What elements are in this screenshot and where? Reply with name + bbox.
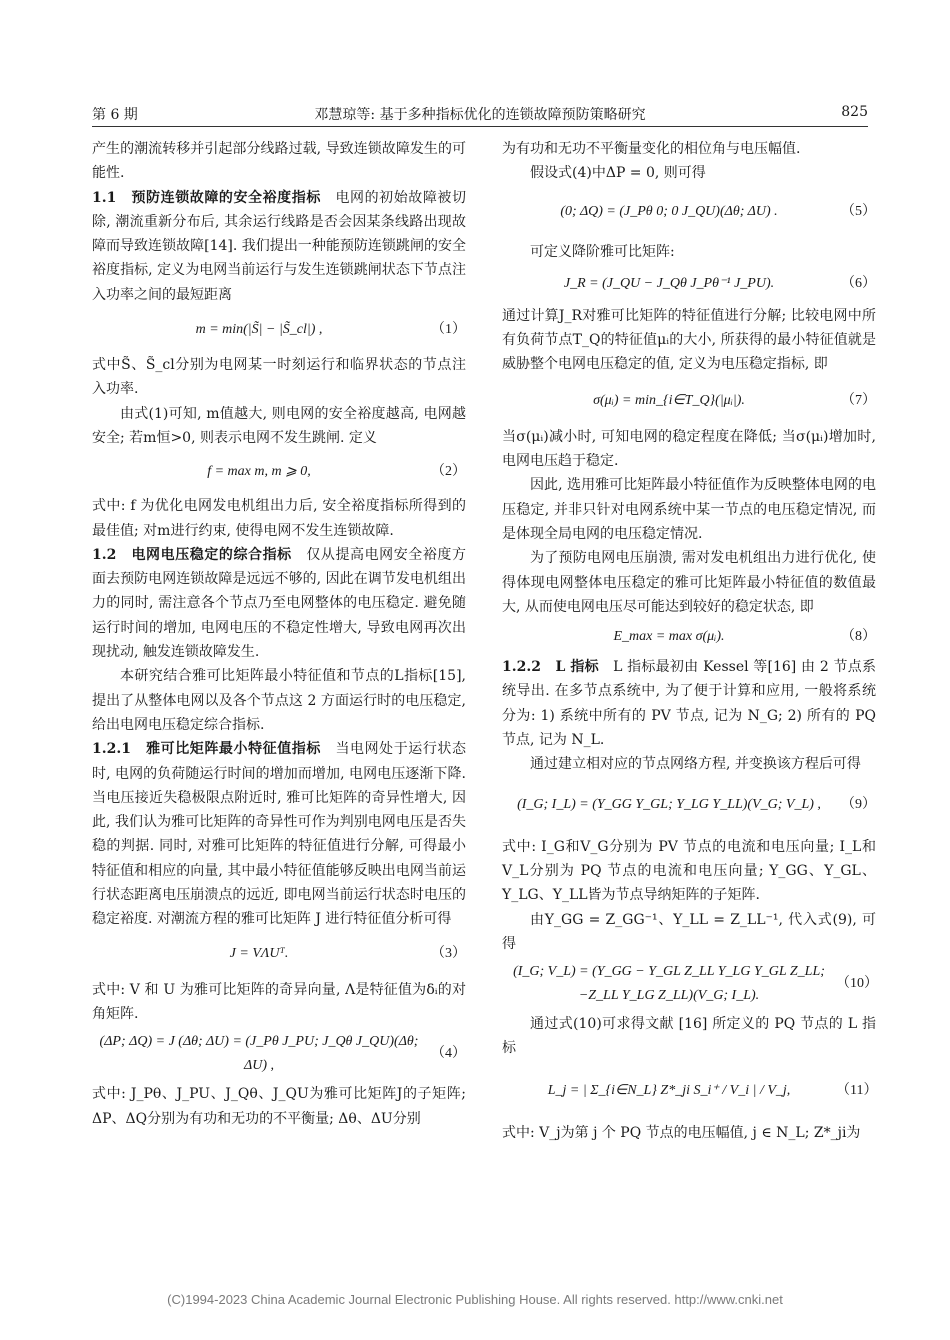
- equation-7: [502, 377, 876, 425]
- paragraph-eq9-def: 式中: I_G和V_G分别为 PV 节点的电流和电压向量; I_L和V_L分别为 PQ 节点的电流和电压向量; Y_GG、Y_GL、Y_LG、Y_LL皆为节点导纳矩阵的子矩阵.: [502, 838, 876, 904]
- equation-2-formula: f = max m, m ⩾ 0,: [207, 464, 311, 480]
- equation-10-formula: (I_G; V_L) = (Y_GG − Y_GL Z_LL Y_LG Y_GL Z_LL; −Z_LL Y_LG Z_LL)(V_G; I_L).: [513, 963, 825, 1004]
- running-header: [92, 104, 868, 126]
- paragraph-sigma: 当σ(μᵢ)减小时, 可知电网的稳定程度在降低; 当σ(μᵢ)增加时, 电网电压趋于稳定.: [502, 428, 876, 470]
- equation-3-formula: J = VΛUᵀ.: [229, 946, 289, 962]
- paragraph-intro: 产生的潮流转移并引起部分线路过载, 导致连锁故障发生的可能性.: [92, 141, 466, 182]
- paragraph-f-def: 式中: f 为优化电网发电机组出力后, 安全裕度指标所得到的最佳值; 对m进行约束, 使得电网不发生连锁故障.: [92, 498, 466, 539]
- equation-4-formula: (ΔP; ΔQ) = J (Δθ; ΔU) = (J_Pθ J_PU; J_Qθ J_QU)(Δθ; ΔU) ,: [99, 1033, 419, 1074]
- equation-4: [92, 1026, 466, 1082]
- page-number: 825: [841, 104, 868, 120]
- equation-1: [92, 307, 466, 353]
- header-rule: [92, 126, 868, 127]
- equation-11: [502, 1061, 876, 1121]
- section-1-2-title: 1.2 电网电压稳定的综合指标: [92, 546, 292, 563]
- left-column: [92, 137, 466, 1131]
- equation-2: [92, 450, 466, 494]
- equation-10: [502, 956, 876, 1012]
- paragraph-network: 通过建立相对应的节点网络方程, 并变换该方程后可得: [530, 756, 861, 773]
- equation-5-number: （5）: [841, 204, 876, 220]
- equation-6-number: （6）: [841, 275, 876, 291]
- paragraph-prevent: 为了预防电网电压崩溃, 需对发电机组出力进行优化, 使得体现电网整体电压稳定的雅可比矩阵最小特征值的数值最大, 从而使电网电压尽可能达到较好的稳定状态, 即: [502, 550, 876, 615]
- equation-5: [502, 186, 876, 240]
- section-1-1: [92, 186, 466, 307]
- equation-9-formula: (I_G; I_L) = (Y_GG Y_GL; Y_LG Y_LL)(V_G; V_L) ,: [517, 797, 821, 813]
- paragraph-define: 可定义降阶雅可比矩阵:: [530, 243, 675, 260]
- section-1-1-body: 电网的初始故障被切除, 潮流重新分布后, 其余运行线路是否会因某条线路出现故障而导致连锁故障[14]. 我们提出一种能预防连锁跳闸的安全裕度指标, 定义为电网当前运行与发生连锁跳闸状态下节点注入功率之间的最短距离: [92, 189, 467, 303]
- section-1-2-body: 仅从提高电网安全裕度方面去预防电网连锁故障是远远不够的, 因此在调节发电机组出力的同时, 需注意各个节点乃至电网整体的电压稳定. 避免随运行时间的增加, 电网电压的不稳定性增大, 导致电网再次出现扰动, 触发连锁故障发生.: [92, 546, 467, 661]
- equation-8: [502, 619, 876, 655]
- paragraph-continued: 为有功和无功不平衡量变化的相位角与电压幅值.: [502, 141, 801, 157]
- equation-11-formula: L_j = | Σ_{i∈N_L} Z*_ji S_i⁺ / V_i | / V_j,: [547, 1082, 791, 1098]
- issue-number: 第 6 期: [92, 107, 138, 123]
- paragraph-eq10: 通过式(10)可求得文献 [16] 所定义的 PQ 节点的 L 指标: [502, 1016, 876, 1057]
- equation-3-number: （3）: [431, 946, 466, 962]
- section-1-2-1-title: 1.2.1 雅可比矩阵最小特征值指标: [92, 741, 321, 758]
- paragraph-assume: 假设式(4)中ΔP = 0, 则可得: [530, 165, 706, 182]
- equation-1-formula: m = min(|S̃| − |S̃_cl|) ,: [195, 321, 323, 337]
- paragraph-eq4-def: 式中: J_Pθ、J_PU、J_Qθ、J_QU为雅可比矩阵J的子矩阵; ΔP、ΔQ分别为有功和无功的不平衡量; Δθ、ΔU分别: [92, 1086, 466, 1127]
- equation-8-number: （8）: [841, 629, 876, 644]
- equation-7-number: （7）: [841, 392, 876, 408]
- section-1-2-1: [92, 737, 466, 931]
- section-1-2-1-body: 当电网处于运行状态时, 电网的负荷随运行时间的增加而增加, 电网电压逐渐下降. 当电压接近失稳极限点附近时, 雅可比矩阵的奇异性增大, 因此, 我们认为雅可比矩阵的奇异性可作为判别电网电压是否失稳的判据. 同时, 对雅可比矩阵的特征值进行分解, 可得最小特征值和相应的向量, 其中最小特征值能够反映出电网当前运行状态距离电压崩溃点的远近, 即电网当前运行状态时电压的稳定裕度. 对潮流方程的雅可比矩阵 J 进行特征值分析可得: [92, 741, 466, 928]
- equation-1-number: （1）: [431, 321, 466, 337]
- equation-7-formula: σ(μᵢ) = min_{i∈T_Q}(|μᵢ|).: [593, 392, 745, 408]
- equation-9-number: （9）: [841, 797, 876, 813]
- section-1-2-2-title: 1.2.2 L 指标: [502, 659, 599, 676]
- paragraph-calc: 通过计算J_R对雅可比矩阵的特征值进行分解; 比较电网中所有负荷节点T_Q的特征值μᵢ的大小, 所获得的最小特征值就是威胁整个电网电压稳定的值, 定义为电压稳定指标, 即: [502, 307, 876, 373]
- equation-6: [502, 264, 876, 304]
- paragraph-eq1-def: 式中S̃、S̃_cl分别为电网某一时刻运行和临界状态的节点注入功率.: [92, 357, 466, 398]
- paragraph-study: 本研究结合雅可比矩阵最小特征值和节点的L指标[15], 提出了从整体电网以及各个节点这 2 方面运行时的电压稳定, 给出电网电压稳定综合指标.: [92, 668, 466, 733]
- right-column: [502, 137, 876, 1145]
- section-1-2-2-body: L 指标最初由 Kessel 等[16] 由 2 节点系统导出. 在多节点系统中, 为了便于计算和应用, 一般将系统分为: 1) 系统中所有的 PV 节点, 记为 N_G; 2) 所有的 PQ 节点, 记为 N_L.: [502, 659, 876, 749]
- running-title: 邓慧琼等: 基于多种指标优化的连锁故障预防策略研究: [314, 107, 646, 123]
- copyright-footer: (C)1994-2023 China Academic Journal Electronic Publishing House. All rights reserved. http://www.cnki.net: [167, 1292, 783, 1307]
- section-1-1-title: 1.1 预防连锁故障的安全裕度指标: [92, 189, 321, 206]
- paragraph-select: 因此, 选用雅可比矩阵最小特征值作为反映整体电网的电压稳定, 并非只针对电网系统中某一节点的电压稳定情况, 而是体现全局电网的电压稳定情况.: [502, 477, 876, 542]
- equation-10-number: （10）: [836, 975, 878, 991]
- paragraph-substitute: 由Y_GG = Z_GG⁻¹、Y_LL = Z_LL⁻¹, 代入式(9), 可得: [502, 911, 876, 952]
- equation-9: [502, 777, 876, 835]
- equation-8-formula: E_max = max σ(μᵢ).: [613, 629, 725, 644]
- equation-6-formula: J_R = (J_QU − J_Qθ J_Pθ⁻¹ J_PU).: [563, 275, 775, 291]
- paragraph-eq3-def: 式中: V 和 U 为雅可比矩阵的奇异向量, Λ是特征值为δᵢ的对角矩阵.: [92, 981, 466, 1022]
- paragraph-m: 由式(1)可知, m值越大, 则电网的安全裕度越高, 电网越安全; 若m恒>0, 则表示电网不发生跳闸. 定义: [92, 405, 466, 446]
- section-1-2: [92, 543, 466, 664]
- equation-4-number: （4）: [431, 1046, 466, 1062]
- equation-2-number: （2）: [431, 464, 466, 480]
- section-1-2-2: [502, 655, 876, 752]
- equation-3: [92, 932, 466, 978]
- equation-11-number: （11）: [836, 1082, 878, 1098]
- paragraph-eq11-def: 式中: V_j为第 j 个 PQ 节点的电压幅值, j ∈ N_L; Z*_ji为: [502, 1124, 861, 1141]
- equation-5-formula: (0; ΔQ) = (J_Pθ 0; 0 J_QU)(Δθ; ΔU) .: [560, 204, 778, 220]
